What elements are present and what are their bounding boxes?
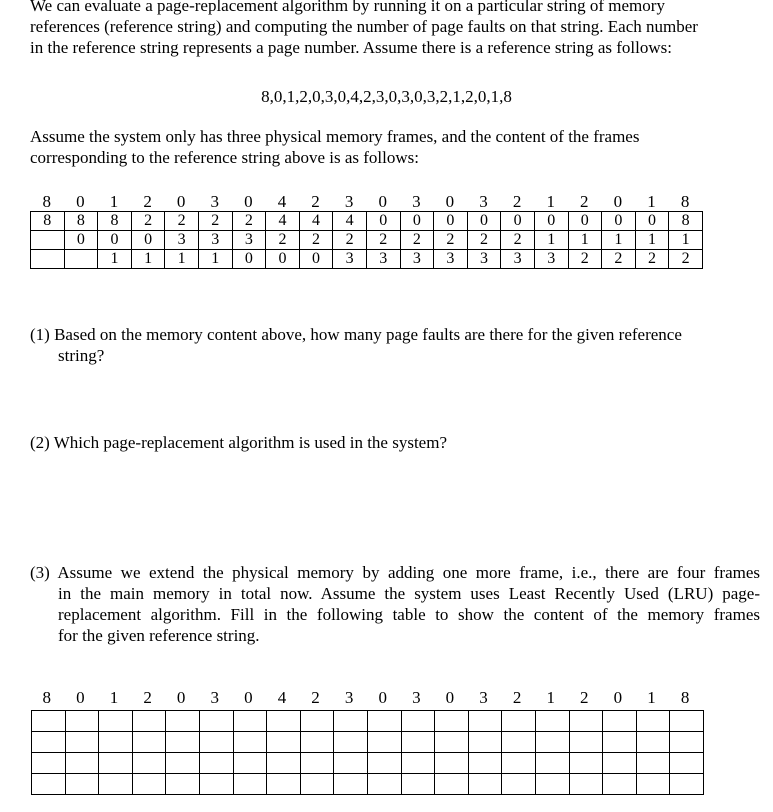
lru-cell[interactable] (535, 774, 569, 795)
reference-number: 0 (613, 192, 623, 211)
frame-cell: 1 (198, 250, 232, 269)
lru-cell[interactable] (199, 732, 233, 753)
frame-cell: 2 (467, 231, 501, 250)
lru-cell[interactable] (267, 711, 301, 732)
reference-string: 8,0,1,2,0,3,0,4,2,3,0,3,0,3,2,1,2,0,1,8 (261, 87, 512, 106)
lru-cell[interactable] (65, 711, 99, 732)
question-1-line: string? (58, 346, 105, 365)
lru-cell[interactable] (468, 774, 502, 795)
frame-cell (64, 250, 98, 269)
frame-cell (31, 250, 65, 269)
frame-cell: 3 (232, 231, 266, 250)
lru-cell[interactable] (435, 732, 469, 753)
frame-cell: 3 (366, 250, 400, 269)
frame-cell: 3 (400, 250, 434, 269)
frame-table (30, 211, 703, 269)
frame-cell: 8 (669, 212, 703, 231)
frame-row (31, 250, 703, 269)
lru-cell[interactable] (636, 732, 670, 753)
intro-line: in the reference string represents a page number. Assume there is a reference string as follows: (30, 38, 672, 57)
lru-cell[interactable] (99, 774, 133, 795)
lru-cell[interactable] (502, 774, 536, 795)
frame-cell: 2 (635, 250, 669, 269)
lru-cell[interactable] (199, 774, 233, 795)
lru-row (32, 753, 704, 774)
lru-cell[interactable] (367, 732, 401, 753)
lru-cell[interactable] (636, 753, 670, 774)
frame-cell: 2 (366, 231, 400, 250)
lru-cell[interactable] (233, 753, 267, 774)
frame-table-reference-row (30, 192, 702, 212)
frame-cell: 2 (400, 231, 434, 250)
frame-cell: 1 (165, 250, 199, 269)
lru-cell[interactable] (32, 774, 66, 795)
reference-number: 0 (244, 688, 253, 707)
frame-cell: 0 (299, 250, 333, 269)
lru-cell[interactable] (502, 753, 536, 774)
lru-cell[interactable] (435, 711, 469, 732)
frame-cell: 0 (501, 212, 535, 231)
question-3-line: replacement algorithm. Fill in the following table to show the content of the memory frames (58, 605, 760, 624)
lru-cell[interactable] (535, 732, 569, 753)
frames-intro-paragraph (30, 126, 761, 168)
lru-row (32, 774, 704, 795)
lru-cell[interactable] (603, 774, 637, 795)
frame-cell: 2 (299, 231, 333, 250)
lru-cell[interactable] (435, 753, 469, 774)
frame-cell: 3 (501, 250, 535, 269)
reference-number: 3 (479, 192, 488, 211)
reference-number: 2 (311, 192, 320, 211)
frame-cell: 0 (366, 212, 400, 231)
frames-intro-line: corresponding to the reference string above is as follows: (30, 148, 419, 167)
lru-cell[interactable] (32, 711, 66, 732)
reference-number: 0 (378, 192, 387, 211)
lru-cell[interactable] (334, 774, 368, 795)
frame-cell: 1 (602, 231, 636, 250)
lru-cell[interactable] (166, 732, 200, 753)
reference-number: 1 (647, 688, 656, 707)
frame-cell: 2 (669, 250, 703, 269)
question-1-line: (1) Based on the memory content above, how many page faults are there for the given reference (30, 325, 682, 344)
lru-cell[interactable] (569, 774, 603, 795)
frames-intro-line: Assume the system only has three physical memory frames, and the content of the frames (30, 127, 640, 146)
lru-cell[interactable] (367, 711, 401, 732)
lru-cell[interactable] (468, 711, 502, 732)
reference-number: 2 (143, 688, 152, 707)
frame-cell: 0 (635, 212, 669, 231)
reference-number: 0 (445, 688, 455, 707)
frame-cell: 4 (299, 212, 333, 231)
lru-cell[interactable] (65, 774, 99, 795)
lru-cell[interactable] (267, 753, 301, 774)
reference-number: 0 (76, 688, 85, 707)
frame-cell: 2 (198, 212, 232, 231)
reference-number: 2 (143, 192, 152, 211)
lru-row (32, 732, 704, 753)
lru-cell[interactable] (32, 753, 66, 774)
lru-cell[interactable] (636, 774, 670, 795)
reference-number: 0 (176, 192, 186, 211)
lru-cell[interactable] (569, 753, 603, 774)
reference-number: 2 (580, 192, 589, 211)
lru-cell[interactable] (603, 732, 637, 753)
lru-cell[interactable] (367, 753, 401, 774)
reference-number: 3 (344, 688, 354, 707)
lru-cell[interactable] (435, 774, 469, 795)
lru-cell[interactable] (267, 732, 301, 753)
lru-cell[interactable] (569, 732, 603, 753)
frame-cell: 2 (501, 231, 535, 250)
lru-cell[interactable] (233, 774, 267, 795)
intro-paragraph (30, 0, 761, 58)
frame-cell: 0 (232, 250, 266, 269)
lru-cell[interactable] (502, 732, 536, 753)
reference-number: 2 (311, 688, 320, 707)
reference-number: 1 (546, 688, 555, 707)
lru-cell[interactable] (132, 774, 166, 795)
question-3-line: (3) Assume we extend the physical memory by adding one more frame, i.e., there are four frames (30, 563, 760, 582)
frame-cell: 1 (534, 231, 568, 250)
lru-cell[interactable] (166, 774, 200, 795)
lru-cell[interactable] (603, 711, 637, 732)
question-1 (30, 324, 760, 366)
frame-cell: 2 (602, 250, 636, 269)
lru-cell[interactable] (670, 753, 704, 774)
frame-cell: 0 (266, 250, 300, 269)
lru-cell[interactable] (132, 753, 166, 774)
lru-cell[interactable] (603, 753, 637, 774)
intro-line: references (reference string) and computing the number of page faults on that string. Each number (30, 17, 698, 36)
lru-cell[interactable] (65, 753, 99, 774)
frame-cell: 3 (198, 231, 232, 250)
reference-number: 3 (479, 688, 488, 707)
lru-table-reference-row (30, 688, 702, 708)
lru-cell[interactable] (401, 732, 435, 753)
lru-cell[interactable] (367, 774, 401, 795)
lru-cell[interactable] (401, 774, 435, 795)
lru-cell[interactable] (569, 711, 603, 732)
frame-cell: 0 (568, 212, 602, 231)
lru-cell[interactable] (132, 711, 166, 732)
reference-number: 0 (445, 192, 455, 211)
lru-cell[interactable] (99, 711, 133, 732)
reference-number: 4 (277, 192, 287, 211)
question-2 (30, 432, 760, 453)
frame-cell: 1 (635, 231, 669, 250)
frame-cell: 2 (434, 231, 468, 250)
lru-cell[interactable] (502, 711, 536, 732)
frame-cell: 1 (669, 231, 703, 250)
frame-cell: 2 (232, 212, 266, 231)
lru-cell[interactable] (535, 711, 569, 732)
frame-cell: 1 (568, 231, 602, 250)
frame-row (31, 212, 703, 231)
lru-cell[interactable] (32, 732, 66, 753)
frame-cell: 3 (434, 250, 468, 269)
frame-cell: 4 (333, 212, 367, 231)
reference-number: 0 (176, 688, 186, 707)
reference-number: 8 (680, 688, 690, 707)
lru-cell[interactable] (267, 774, 301, 795)
lru-cell[interactable] (166, 711, 200, 732)
reference-number: 3 (412, 688, 421, 707)
lru-cell[interactable] (99, 732, 133, 753)
lru-cell[interactable] (670, 732, 704, 753)
lru-cell[interactable] (468, 732, 502, 753)
question-3-line: in the main memory in total now. Assume the system uses Least Recently Used (LRU) page- (58, 584, 760, 603)
question-3-line: for the given reference string. (58, 626, 260, 645)
frame-cell: 0 (434, 212, 468, 231)
reference-number: 2 (512, 192, 522, 211)
reference-number: 1 (109, 192, 119, 211)
reference-number: 0 (613, 688, 623, 707)
frame-cell: 3 (333, 250, 367, 269)
frame-cell: 3 (534, 250, 568, 269)
lru-cell[interactable] (334, 753, 368, 774)
reference-number: 2 (580, 688, 589, 707)
reference-number: 2 (512, 688, 522, 707)
lru-cell[interactable] (65, 732, 99, 753)
frame-row (31, 231, 703, 250)
frame-cell: 2 (131, 212, 165, 231)
reference-number: 1 (647, 192, 656, 211)
reference-number: 4 (277, 688, 287, 707)
reference-number: 1 (546, 192, 555, 211)
lru-cell[interactable] (535, 753, 569, 774)
lru-table (31, 710, 704, 795)
lru-row (32, 711, 704, 732)
question-3 (30, 562, 760, 646)
lru-cell[interactable] (670, 774, 704, 795)
lru-cell[interactable] (300, 732, 334, 753)
frame-cell: 1 (131, 250, 165, 269)
frame-cell: 2 (568, 250, 602, 269)
reference-number: 3 (210, 688, 220, 707)
lru-cell[interactable] (300, 711, 334, 732)
lru-cell[interactable] (670, 711, 704, 732)
lru-cell[interactable] (334, 711, 368, 732)
lru-cell[interactable] (199, 711, 233, 732)
reference-number: 3 (412, 192, 421, 211)
reference-number: 8 (42, 192, 52, 211)
reference-number: 0 (244, 192, 253, 211)
frame-cell: 3 (165, 231, 199, 250)
lru-cell[interactable] (468, 753, 502, 774)
reference-number: 3 (210, 192, 220, 211)
frame-cell: 0 (64, 231, 98, 250)
frame-cell: 0 (602, 212, 636, 231)
frame-cell: 2 (266, 231, 300, 250)
lru-cell[interactable] (199, 753, 233, 774)
reference-number: 8 (42, 688, 52, 707)
reference-number: 8 (680, 192, 690, 211)
frame-cell: 0 (400, 212, 434, 231)
frame-cell: 8 (64, 212, 98, 231)
reference-number: 0 (76, 192, 85, 211)
question-2-line: (2) Which page-replacement algorithm is used in the system? (30, 433, 447, 452)
lru-cell[interactable] (401, 753, 435, 774)
frame-cell: 0 (467, 212, 501, 231)
frame-cell: 0 (98, 231, 132, 250)
lru-cell[interactable] (233, 711, 267, 732)
frame-cell: 2 (333, 231, 367, 250)
frame-cell: 0 (131, 231, 165, 250)
frame-cell: 2 (165, 212, 199, 231)
lru-cell[interactable] (233, 732, 267, 753)
lru-cell[interactable] (401, 711, 435, 732)
reference-number: 1 (109, 688, 119, 707)
lru-cell[interactable] (300, 753, 334, 774)
lru-cell[interactable] (300, 774, 334, 795)
frame-cell: 3 (467, 250, 501, 269)
lru-cell[interactable] (166, 753, 200, 774)
lru-cell[interactable] (334, 732, 368, 753)
frame-cell: 4 (266, 212, 300, 231)
frame-cell (31, 231, 65, 250)
frame-cell: 8 (98, 212, 132, 231)
lru-cell[interactable] (636, 711, 670, 732)
frame-cell: 8 (31, 212, 65, 231)
intro-line: We can evaluate a page-replacement algorithm by running it on a particular string of memory (30, 0, 665, 15)
lru-cell[interactable] (99, 753, 133, 774)
frame-cell: 1 (98, 250, 132, 269)
lru-cell[interactable] (132, 732, 166, 753)
reference-number: 3 (344, 192, 354, 211)
reference-number: 0 (378, 688, 387, 707)
frame-cell: 0 (534, 212, 568, 231)
